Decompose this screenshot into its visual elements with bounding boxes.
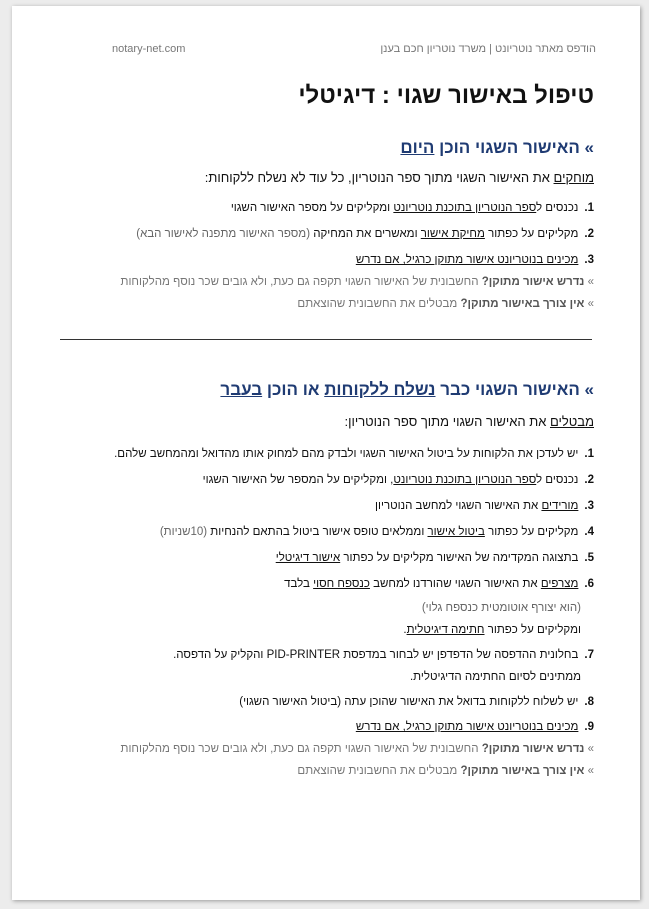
item-verb: מורידים [541, 500, 579, 512]
item-text: את האישור השגוי שהורדנו למחשב [369, 578, 541, 590]
page-title: טיפול באישור שגוי : דיגיטלי [298, 82, 594, 109]
note-text: החשבונית של האישור השגוי תקפה גם כעת, ולא גובים שכר נוסף מהלקוחות [120, 276, 482, 288]
section2-item-6 [284, 578, 594, 590]
section1-heading-text: » האישור השגוי הוכן [434, 138, 594, 157]
note-bold: אין צורך באישור מתוקן? [460, 765, 585, 777]
item-text: ומקליקים על כפתור [484, 624, 581, 636]
confidential-appendix-link[interactable]: כנספח חסוי [313, 578, 370, 590]
header-printed-from: הודפס מאתר נוטריונט | משרד נוטריון חכם בענן [380, 43, 596, 55]
section-divider [60, 339, 592, 340]
item-text: נכנסים ל [536, 474, 579, 486]
section2-note-2 [297, 765, 594, 777]
prepare-corrected-link[interactable]: מכינים בנוטריונט אישור מתוקן כרגיל, אם נדרש [355, 254, 579, 266]
sent-to-clients-link[interactable]: נשלח ללקוחות [324, 380, 436, 399]
note-arrow: » [587, 765, 594, 777]
note-bold: נדרש אישור מתוקן? [481, 276, 585, 288]
item-text: ומקליקים על מספר האישור השגוי [230, 202, 394, 214]
section2-intro-verb: מבטלים [549, 414, 594, 429]
item-number: 7. [584, 649, 594, 661]
section2-item-7-cont [410, 671, 581, 683]
section2-note-1 [121, 743, 595, 755]
section2-item-5 [276, 552, 594, 564]
item-number: 1. [584, 448, 594, 460]
item-text: וממלאים טופס אישור ביטול בהתאם להנחיות [210, 526, 428, 538]
section2-item-1 [114, 448, 594, 460]
section1-heading-link[interactable]: היום [400, 138, 435, 157]
section2-heading [220, 380, 594, 400]
section1-heading [400, 138, 594, 158]
item-text: נכנסים ל [536, 202, 579, 214]
item-number: 3. [584, 500, 594, 512]
section2-item-6-note [422, 602, 581, 614]
note-arrow: » [587, 298, 594, 310]
cancel-approval-link[interactable]: ביטול אישור [427, 526, 485, 538]
item-text: ומאשרים את המחיקה [313, 228, 421, 240]
item-note: (10שניות) [159, 526, 211, 538]
item-number: 2. [584, 474, 594, 486]
notary-book-link[interactable]: ספר הנוטריון בתוכנת נוטריונט [393, 202, 537, 214]
item-number: 1. [584, 202, 594, 214]
section2-item-7 [173, 649, 594, 661]
document-page [12, 6, 640, 900]
note-arrow: » [587, 743, 594, 755]
note-text: מבטלים את החשבונית שהוצאתם [297, 298, 461, 310]
item-number: 8. [584, 696, 594, 708]
item-text: יש לעדכן את הלקוחות על ביטול האישור השגוי ולבדק מהם למחוק אותו מהדואל ומהמחשב שלהם. [114, 448, 579, 460]
item-number: 3. [584, 254, 594, 266]
item-text: . [403, 624, 407, 636]
section1-item-3 [356, 254, 594, 266]
section2-item-8 [239, 696, 594, 708]
item-text: מקליקים על כפתור [484, 526, 579, 538]
item-number: 4. [584, 526, 594, 538]
delete-approval-link[interactable]: מחיקת אישור [420, 228, 485, 240]
section1-note-1 [121, 276, 595, 288]
section1-item-2 [136, 228, 594, 240]
item-number: 6. [584, 578, 594, 590]
section1-intro [205, 170, 594, 185]
item-text: בחלונית ההדפסה של הדפדפן יש לבחור במדפסת PID-PRINTER והקליק על הדפסה. [173, 649, 579, 661]
item-text: מקליקים על כפתור [484, 228, 579, 240]
section2-item-4 [160, 526, 594, 538]
item-text: (הוא יצורף אוטומטית כנספח גלוי) [421, 602, 581, 614]
item-number: 2. [584, 228, 594, 240]
note-text: מבטלים את החשבונית שהוצאתם [297, 765, 461, 777]
notary-book-link[interactable]: ספר הנוטריון בתוכנת נוטריונט [393, 474, 537, 486]
note-arrow: » [587, 276, 594, 288]
item-number: 9. [584, 721, 594, 733]
section2-item-2 [203, 474, 594, 486]
in-past-link[interactable]: בעבר [220, 380, 263, 399]
item-number: 5. [584, 552, 594, 564]
section2-heading-text: » האישור השגוי כבר [435, 380, 594, 399]
item-text: את האישור השגוי למחשב הנוטריון [375, 500, 542, 512]
section2-item-9 [356, 721, 594, 733]
item-verb: מצרפים [540, 578, 579, 590]
section1-intro-text: את האישור השגוי מתוך ספר הנוטריון, כל עוד לא נשלח ללקוחות: [204, 170, 554, 185]
item-text: , ומקליקים על המספר של האישור השגוי [202, 474, 394, 486]
item-text: בלבד [284, 578, 314, 590]
section2-intro-text: את האישור השגוי מתוך ספר הנוטריון: [344, 414, 550, 429]
header-site: notary-net.com [112, 43, 186, 55]
digital-signature-link[interactable]: חתימה דיגיטלית [406, 624, 485, 636]
item-text: יש לשלוח ללקוחות בדואל את האישור שהוכן עתה (ביטול האישור השגוי) [239, 696, 579, 708]
item-text: ממתינים לסיום החתימה הדיגיטלית. [409, 671, 581, 683]
prepare-corrected-link[interactable]: מכינים בנוטריונט אישור מתוקן כרגיל, אם נדרש [355, 721, 579, 733]
digital-approval-link[interactable]: אישור דיגיטלי [275, 552, 341, 564]
section1-item-1 [231, 202, 594, 214]
section2-intro [345, 414, 595, 429]
section2-item-6-cont [403, 624, 581, 636]
section1-intro-verb: מוחקים [553, 170, 594, 185]
note-text: החשבונית של האישור השגוי תקפה גם כעת, ולא גובים שכר נוסף מהלקוחות [120, 743, 482, 755]
item-text: בתצוגה המקדימה של האישור מקליקים על כפתור [340, 552, 579, 564]
section2-item-3 [375, 500, 594, 512]
note-bold: אין צורך באישור מתוקן? [460, 298, 585, 310]
section2-heading-text: או הוכן [262, 380, 325, 399]
item-note: (מספר האישור מתפנה לאישור הבא) [136, 228, 314, 240]
section1-note-2 [297, 298, 594, 310]
note-bold: נדרש אישור מתוקן? [481, 743, 585, 755]
